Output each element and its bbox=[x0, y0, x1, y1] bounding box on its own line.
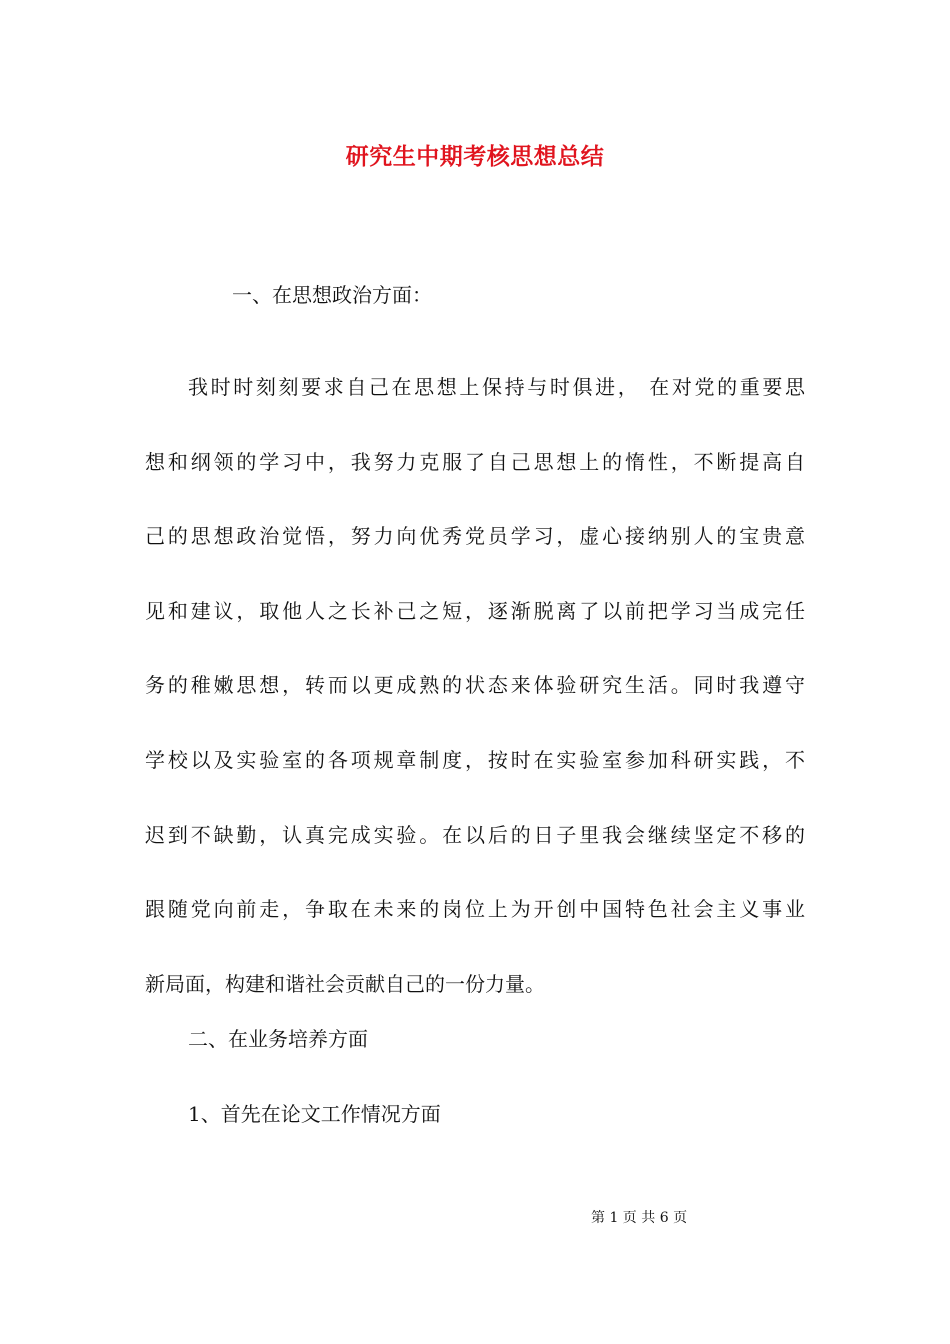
subsection-heading-thesis: 1、首先在论文工作情况方面 bbox=[188, 1102, 441, 1126]
paragraph-line: 务的稚嫩思想，转而以更成熟的状态来体验研究生活。同时我遵守 bbox=[145, 673, 805, 698]
document-title: 研究生中期考核思想总结 bbox=[345, 143, 605, 170]
paragraph-line: 己的思想政治觉悟，努力向优秀党员学习，虚心接纳别人的宝贵意 bbox=[145, 524, 805, 549]
paragraph-line: 学校以及实验室的各项规章制度，按时在实验室参加科研实践，不 bbox=[145, 747, 805, 772]
section-heading-political: 一、在思想政治方面： bbox=[232, 283, 432, 307]
paragraph-line: 见和建议，取他人之长补己之短，逐渐脱离了以前把学习当成完任 bbox=[145, 598, 805, 623]
paragraph-line: 跟随党向前走，争取在未来的岗位上为开创中国特色社会主义事业 bbox=[145, 897, 805, 922]
section-heading-professional: 二、在业务培养方面 bbox=[188, 1027, 368, 1051]
paragraph-line: 迟到不缺勤，认真完成实验。在以后的日子里我会继续坚定不移的 bbox=[145, 822, 805, 847]
paragraph-line: 新局面，构建和谐社会贡献自己的一份力量。 bbox=[145, 971, 545, 996]
paragraph-line: 想和纲领的学习中，我努力克服了自己思想上的惰性，不断提高自 bbox=[145, 449, 805, 474]
paragraph-line: 我时时刻刻要求自己在思想上保持与时俱进， 在对党的重要思 bbox=[188, 375, 805, 399]
section-paragraph-political bbox=[145, 350, 805, 1021]
page-number-footer: 第 1 页 共 6 页 bbox=[591, 1210, 688, 1226]
